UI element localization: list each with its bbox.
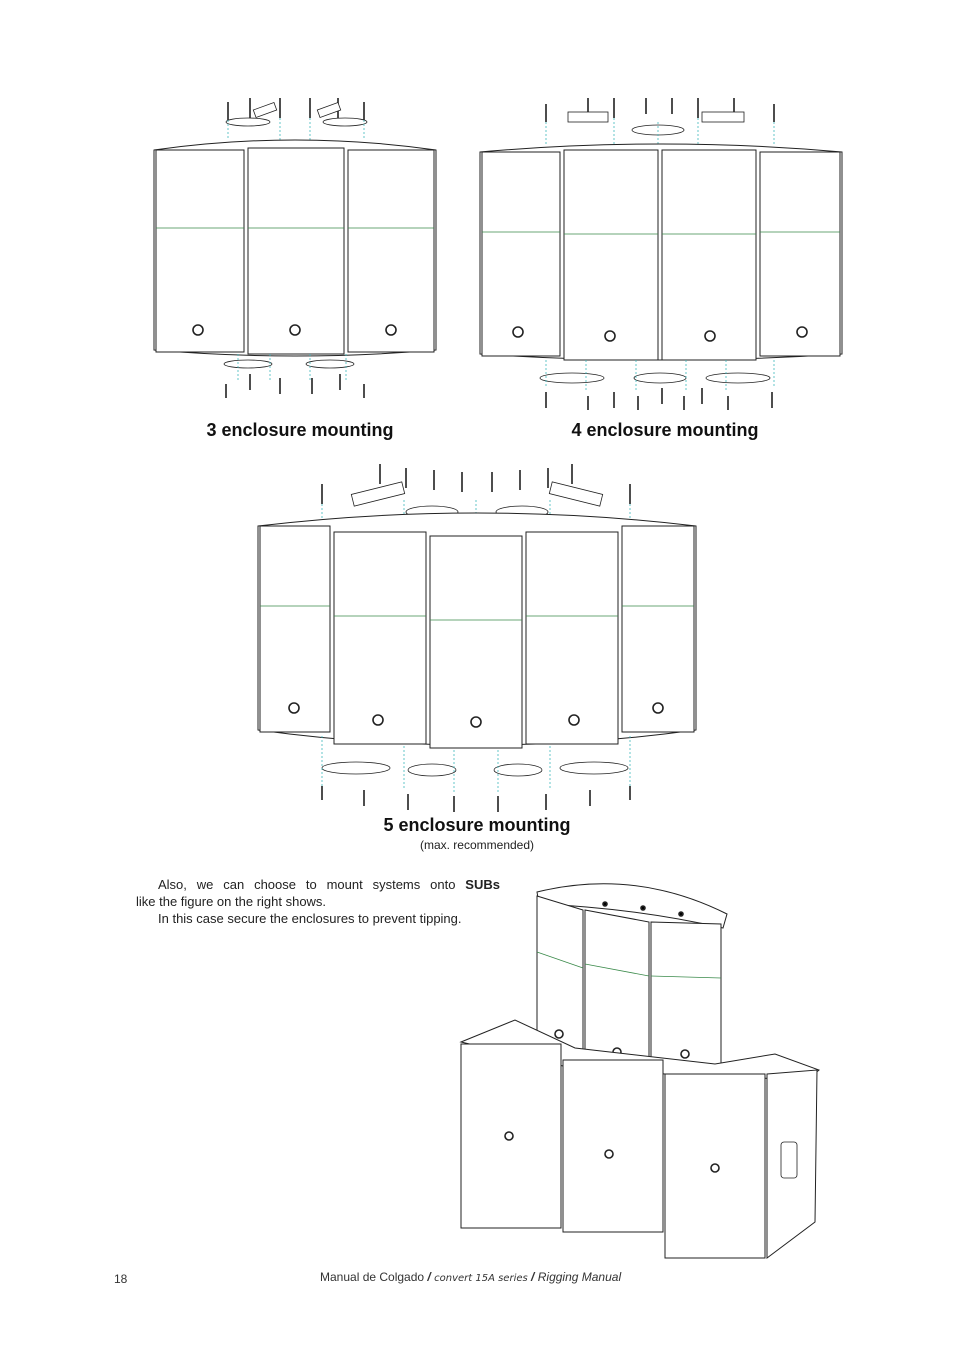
enclosure-3 — [348, 150, 434, 352]
body-text — [136, 876, 500, 927]
three-enclosure-figure — [150, 92, 440, 402]
subs-mounting-figure — [455, 868, 825, 1268]
top-enclosure-1 — [537, 896, 583, 1056]
enclosure-1 — [260, 526, 330, 732]
enclosure-4 — [760, 152, 840, 356]
caption-five-enclosure: 5 enclosure mounting — [383, 815, 571, 835]
bottom-hardware — [224, 354, 364, 398]
body-line-3: In this case secure the enclosures to prevent tipping. — [158, 911, 462, 926]
body-line-1-text: Also, we can choose to mount systems onto — [158, 877, 456, 892]
sub-enclosure-1 — [461, 1044, 561, 1228]
top-hardware — [546, 98, 774, 146]
top-enclosure-3 — [651, 922, 721, 1074]
body-line-1 — [136, 876, 500, 893]
bottom-hardware — [540, 360, 774, 410]
enclosure-2 — [334, 532, 426, 744]
top-hardware — [226, 98, 367, 140]
enclosure-5 — [622, 526, 694, 732]
enclosure-2 — [248, 148, 344, 354]
sub-enclosure-2 — [563, 1060, 663, 1232]
enclosure-3 — [662, 150, 756, 360]
footer-manual-en: Rigging Manual — [537, 1270, 622, 1284]
page-number: 18 — [114, 1272, 128, 1286]
body-line-1-bold: SUBs — [465, 877, 500, 892]
sub-enclosure-3 — [665, 1074, 765, 1258]
enclosure-2 — [564, 150, 658, 360]
sub-enclosure-group — [461, 1020, 819, 1258]
footer-manual-es: Manual de Colgado — [320, 1270, 425, 1284]
enclosure-4 — [526, 532, 618, 744]
five-enclosure-figure — [254, 460, 700, 815]
caption-three-enclosure: 3 enclosure mounting — [206, 420, 394, 440]
four-enclosure-figure — [476, 92, 846, 412]
footer-model: convert 15A series — [434, 1273, 528, 1284]
enclosure-1 — [482, 152, 560, 356]
caption-four-enclosure: 4 enclosure mounting — [571, 420, 759, 440]
footer — [320, 1270, 621, 1284]
caption-five-note: (max. recommended) — [419, 838, 535, 852]
body-line-2: like the figure on the right shows. — [136, 894, 327, 909]
footer-separator-2: / — [531, 1270, 535, 1284]
sub-side-panel — [767, 1070, 817, 1258]
enclosure-3 — [430, 536, 522, 748]
enclosure-1 — [156, 150, 244, 352]
top-enclosure-2 — [585, 910, 649, 1072]
footer-separator-1: / — [427, 1270, 431, 1284]
